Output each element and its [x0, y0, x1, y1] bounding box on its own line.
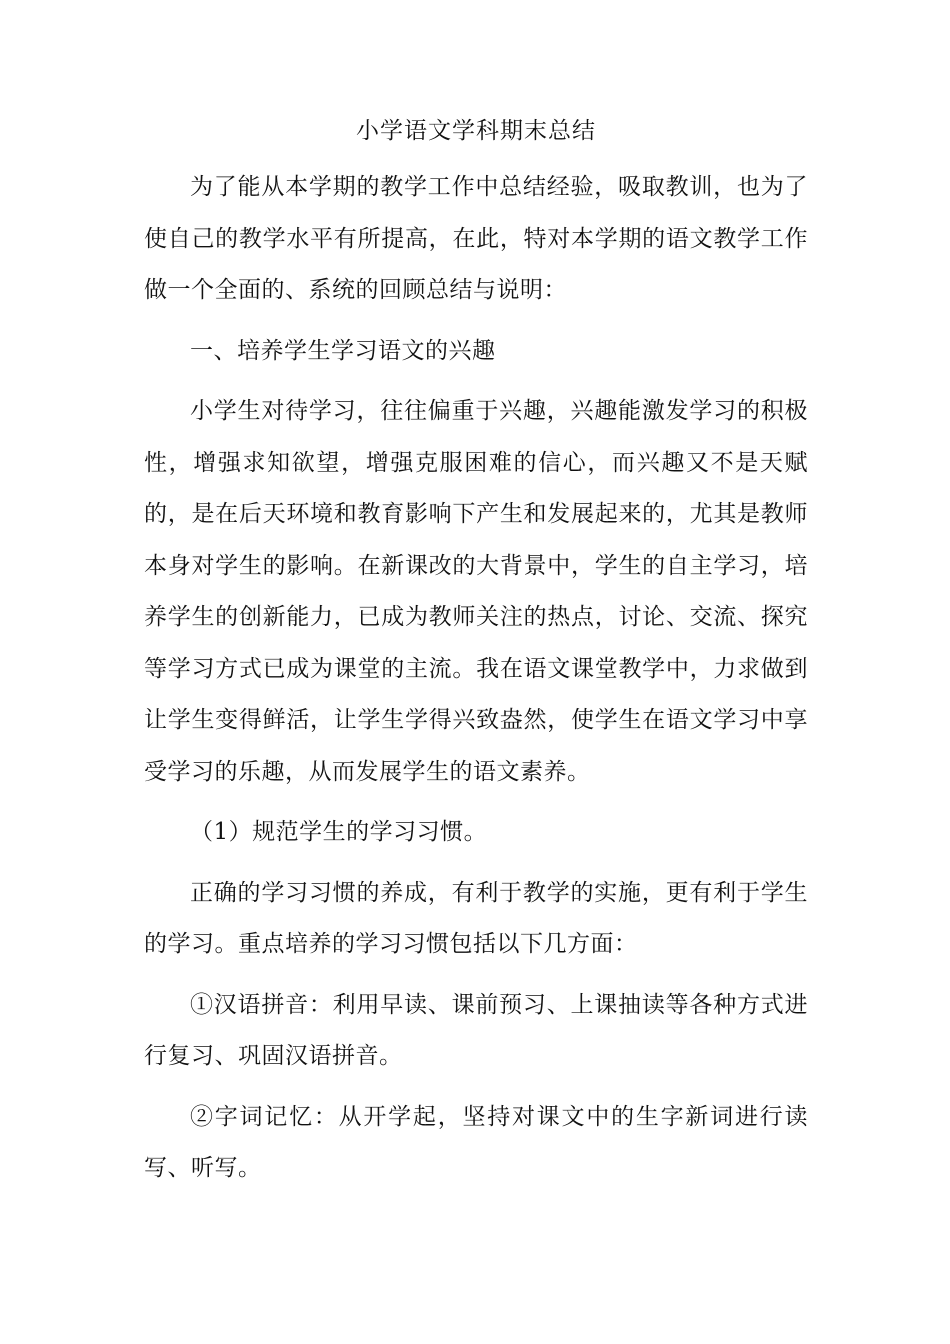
subsection-heading-1: （1）规范学生的学习习惯。: [190, 819, 488, 845]
document-title: 小学语文学科期末总结: [356, 118, 596, 144]
intro-paragraph: 为了能从本学期的教学工作中总结经验，吸取教训，也为了使自己的教学水平有所提高，在此，特对本学期的语文教学工作做一个全面的、系统的回顾总结与说明：: [144, 174, 808, 303]
document-page: [144, 100, 808, 1195]
section-heading-1: 一、培养学生学习语文的兴趣: [190, 337, 496, 364]
body-paragraph-habits: 正确的学习习惯的养成，有利于教学的实施，更有利于学生的学习。重点培养的学习习惯包括以下几方面：: [144, 879, 808, 957]
body-paragraph-interest: 小学生对待学习，往往偏重于兴趣，兴趣能激发学习的积极性，增强求知欲望，增强克服困难的信心，而兴趣又不是天赋的，是在后天环境和教育影响下产生和发展起来的，尤其是教师本身对学生的影响。在新课改的大背景中，学生的自主学习，培养学生的创新能力，已成为教师关注的热点，讨论、交流、探究等学习方式已成为课堂的主流。我在语文课堂教学中，力求做到让学生变得鲜活，让学生学得兴致盎然，使学生在语文学习中享受学习的乐趣，从而发展学生的语文素养。: [144, 398, 808, 785]
list-item-pinyin: ①汉语拼音：利用早读、课前预习、上课抽读等各种方式进行复习、巩固汉语拼音。: [144, 991, 808, 1069]
list-item-vocabulary: ②字词记忆：从开学起，坚持对课文中的生字新词进行读写、听写。: [144, 1103, 808, 1181]
